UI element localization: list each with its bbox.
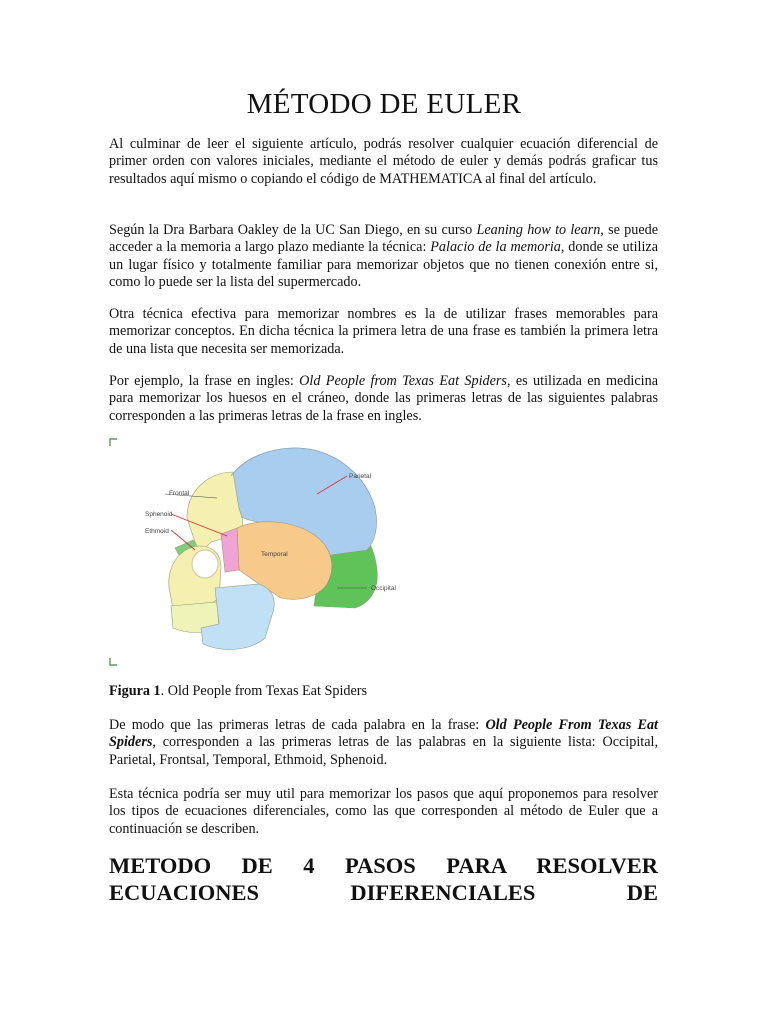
figure-caption [109, 683, 658, 700]
label-frontal: Frontal [169, 490, 190, 497]
label-sphenoid: Sphenoid [145, 511, 173, 518]
mnemonic-phrase-bold: Old People From Texas Eat Spiders [109, 717, 658, 751]
euler-intro-paragraph: Esta técnica podría ser muy util para memorizar los pasos que aquí proponemos para resolver los tipos de ecuaciones diferenciales, como las que corresponden al método de Euler que a continuación se describen. [109, 786, 658, 837]
skull-illustration [109, 438, 415, 666]
oakley-paragraph [109, 222, 658, 292]
label-temporal: Temporal [261, 551, 288, 558]
eye-socket [192, 550, 218, 578]
example-paragraph [109, 373, 658, 425]
technique-name: Palacio de la memoria [430, 239, 561, 256]
example-text-b: , es utilizada en medicina para memorizar los huesos en el cráneo, donde las primeras letras de las siguientes palabras corresponden a las primeras letras de la frase en ingles. [109, 373, 658, 424]
oakley-text-c: , donde se utiliza un lugar físico y totalmente familiar para memorizar objetos que no tienen conexión entre si, como lo puede ser la lista del supermercado. [109, 239, 659, 291]
first-letters-text-b: , corresponden a las primeras letras de las palabras en la siguiente lista: Occipital, Parietal, Frontsal, Temporal, Ethmoid, Sphenoid. [109, 734, 658, 768]
caption-label: Figura 1 [109, 683, 161, 699]
label-ethmoid: Ethmoid [145, 528, 169, 535]
course-name: Leaning how to learn [476, 222, 601, 238]
first-letters-text-a: De modo que las primeras letras de cada palabra en la frase: [109, 717, 486, 733]
page-title: MÉTODO DE EULER [246, 88, 522, 120]
mnemonic-phrase: Old People from Texas Eat Spiders [299, 373, 507, 389]
oakley-text-a: Según la Dra Barbara Oakley de la UC San Diego, en su curso [109, 222, 477, 238]
example-text-a: Por ejemplo, la frase en ingles: [109, 373, 300, 389]
caption-text: . Old People from Texas Eat Spiders [160, 683, 368, 699]
technique-paragraph: Otra técnica efectiva para memorizar nombres es la de utilizar frases memorables para memorizar conceptos. En dicha técnica la primera letra de una frase es también la primera letra de una lista que necesita ser memorizada. [109, 306, 658, 357]
label-occipital: Occipital [371, 585, 396, 592]
first-letters-paragraph [109, 717, 658, 769]
skull-figure [109, 438, 415, 666]
oakley-text-b: , se puede acceder a la memoria a largo plazo mediante la técnica: [109, 222, 659, 256]
label-parietal: Parietal [349, 473, 372, 480]
section-heading: METODO DE 4 PASOS PARA RESOLVER ECUACIONES DIFERENCIALES DE [109, 853, 658, 905]
intro-paragraph: Al culminar de leer el siguiente artículo, podrás resolver cualquier ecuación diferencial de primer orden con valores iniciales, mediante el método de euler y demás podrás graficar tus resultados aquí mismo o copiando el código de MATHEMATICA al final del artículo. [109, 136, 658, 187]
